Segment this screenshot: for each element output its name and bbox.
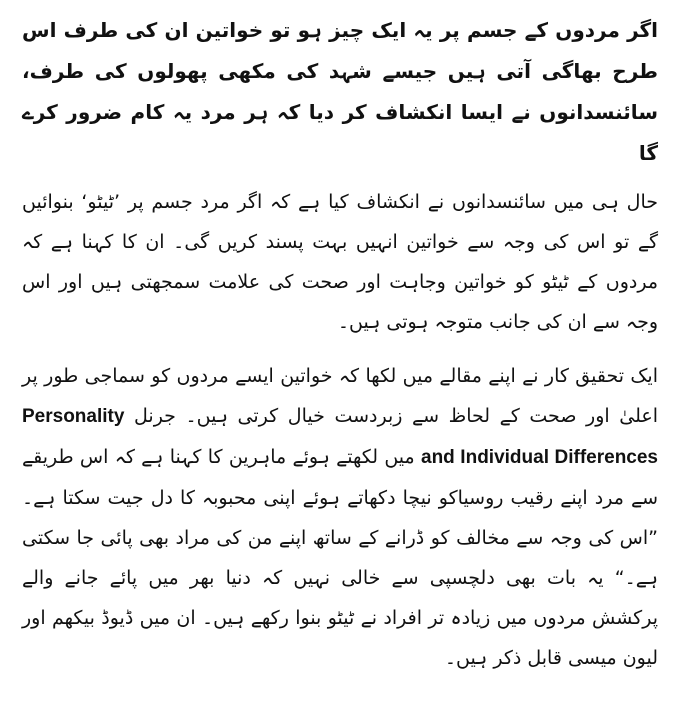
article-paragraph-1: حال ہی میں سائنسدانوں نے انکشاف کیا ہے کہ اگر مرد جسم پر ’ٹیٹو‘ بنوائیں گے تو اس کی وجہ سے خواتین انہیں بہت پسند کریں گی۔ ان کا کہنا ہے کہ مردوں کے ٹیٹو کو خواتین وجاہت اور صحت کی علامت سمجھتی ہیں اور اس وجہ سے ان کی جانب متوجہ ہوتی ہیں۔	[22, 191, 658, 333]
journal-name: Personality and Individual Differences	[22, 406, 659, 468]
article-headline: اگر مردوں کے جسم پر یہ ایک چیز ہو تو خواتین ان کی طرف اس طرح بھاگی آتی ہیں جیسے شہد کی مکھی پھولوں کی طرف، سائنسدانوں نے ایسا انکشاف کر دیا کہ ہر مرد یہ کام ضرور کرے گا	[22, 18, 658, 165]
paragraph-2-text-after: میں لکھتے ہوئے ماہرین کا کہنا ہے کہ اس طریقے سے مرد اپنے رقیب روسیاکو نیچا دکھاتے ہوئے اپنی محبوبہ کا دل جیت سکتا ہے۔ ”اس کی وجہ سے مخالف کو ڈرانے کے ساتھ اپنے من کی مراد بھی پائی جا سکتی ہے۔“ یہ بات بھی دلچسپی سے خالی نہیں کہ دنیا بھر میں پائے جانے والے پرکشش مردوں میں زیادہ تر افراد نے ٹیٹو بنوا رکھے ہیں۔ ان میں ڈیوڈ بیکھم اور لیون میسی قابل ذکر ہیں۔	[22, 446, 658, 669]
paragraph-2-text-before: ایک تحقیق کار نے اپنے مقالے میں لکھا کہ خواتین ایسے مردوں کو سماجی طور پر اعلیٰ اور صحت کے لحاظ سے زبردست خیال کرتی ہیں۔ جرنل	[22, 365, 658, 427]
article-paragraph-2	[22, 356, 658, 678]
